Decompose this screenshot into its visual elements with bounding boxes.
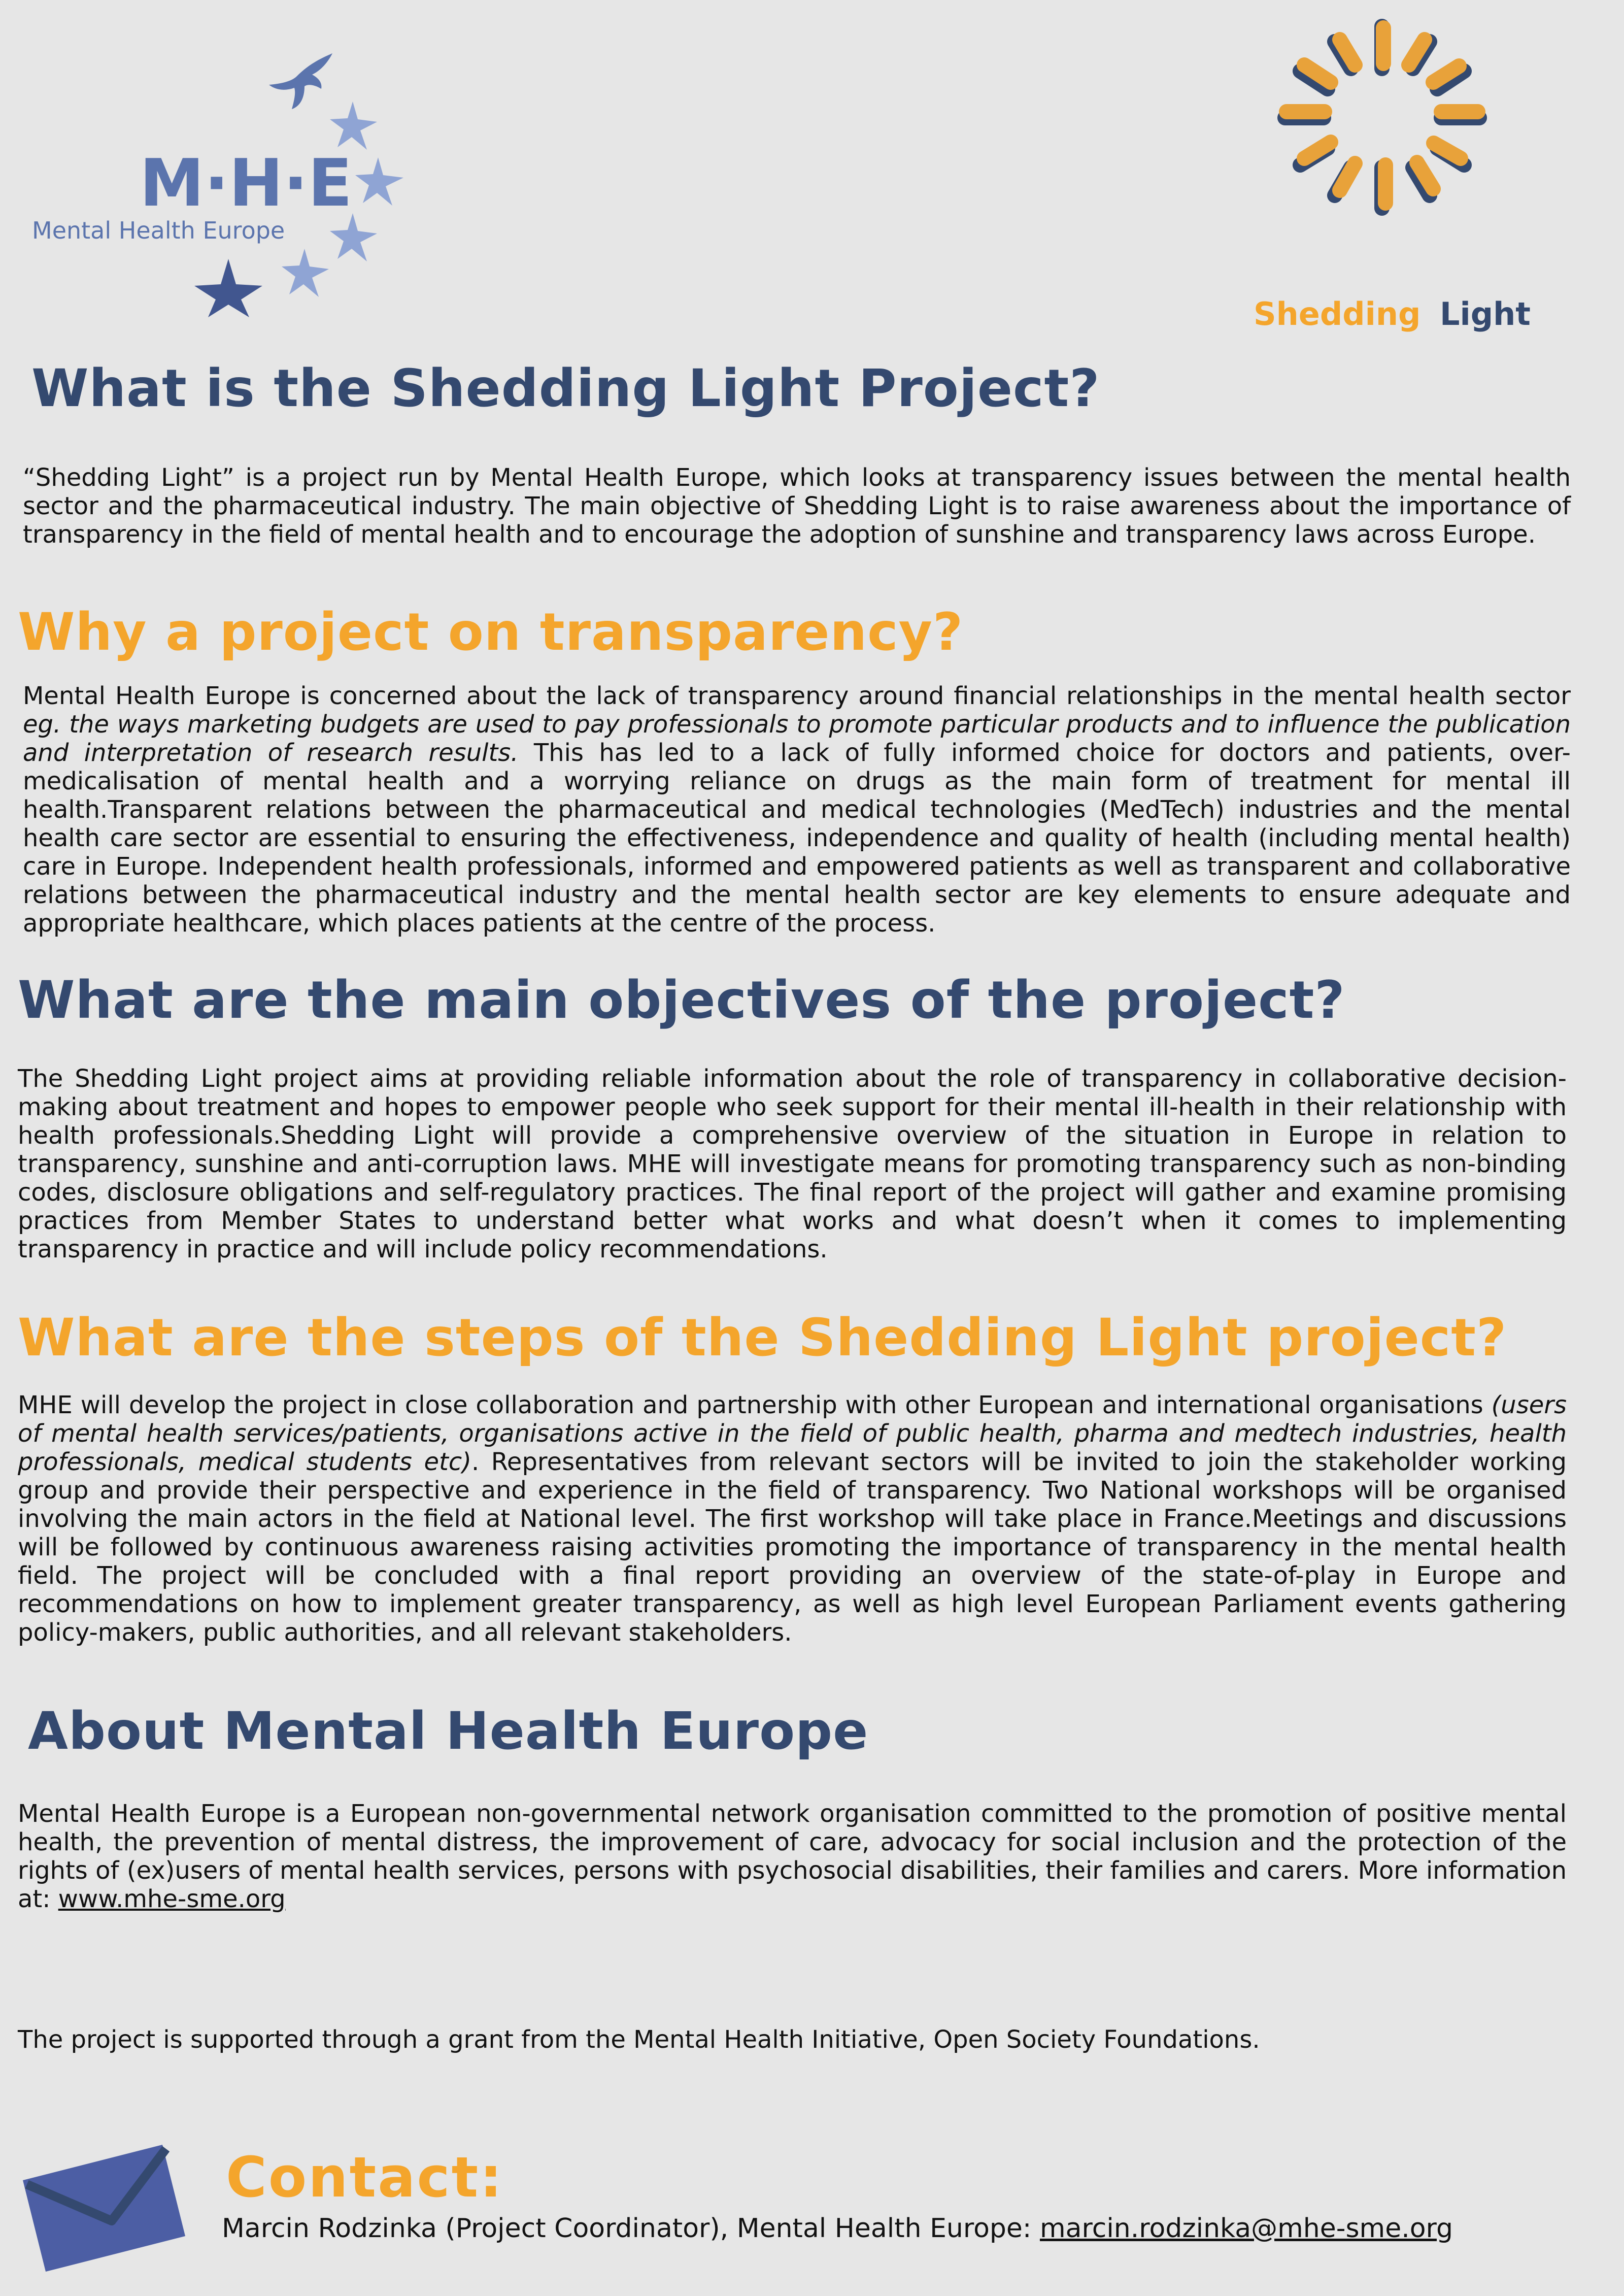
heading-what-is-project: What is the Shedding Light Project?	[31, 358, 1100, 419]
paragraph-why-transparency	[23, 682, 1571, 938]
paragraph-what-is-project: “Shedding Light” is a project run by Mental Health Europe, which looks at transparency issues between the mental health sector and the pharmaceutical industry. The main objective of Shedding Light is to raise awareness about the importance of transparency in the field of mental health and to encourage the adoption of sunshine and transparency laws across Europe.	[23, 463, 1571, 549]
mhe-logo	[28, 43, 403, 317]
contact-person: Marcin Rodzinka (Project Coordinator), Mental Health Europe:	[222, 2213, 1040, 2244]
support-statement: The project is supported through a grant from the Mental Health Initiative, Open Society Foundations.	[18, 2025, 1260, 2054]
sl-wordmark	[1254, 295, 1531, 332]
sun-rays-icon	[1285, 26, 1479, 208]
why-text-start: Mental Health Europe is concerned about the lack of transparency around financial relationships in the mental health sector	[23, 682, 1571, 710]
contact-details	[222, 2213, 1453, 2244]
mhe-letters: M·H·E	[140, 146, 353, 221]
heading-project-steps: What are the steps of the Shedding Light project?	[18, 1308, 1507, 1368]
about-text: Mental Health Europe is a European non-governmental network organisation committed to the promotion of positive mental health, the prevention of mental distress, the improvement of care, advocacy for social inclusion and the protection of the rights of (ex)users of mental health services, persons with psychosocial disabilities, their families and carers. More information at:	[18, 1800, 1567, 1913]
contact-email-link[interactable]: marcin.rodzinka@mhe-sme.org	[1039, 2213, 1453, 2244]
sl-word-light: Light	[1439, 295, 1531, 332]
envelope-icon	[23, 2145, 185, 2272]
why-text-end: This has led to a lack of fully informed choice for doctors and patients, over-medicalisation of mental health and a worrying reliance on drugs as the main form of treatment for mental ill health.Transparent relations between the pharmaceutical and medical technologies (MedTech) industries and the mental health care sector are essential to ensuring the effectiveness, independence and quality of health (including mental health) care in Europe. Independent health professionals, informed and empowered patients as well as transparent and collaborative relations between the pharmaceutical industry and the mental health sector are key elements to ensure adequate and appropriate healthcare, which places patients at the centre of the process.	[23, 739, 1571, 938]
shedding-light-logo	[1228, 15, 1533, 350]
steps-text-italic: (users of mental health services/patients, organisations active in the field of public health, pharma and medtech industries, health professionals, medical students etc)	[18, 1391, 1567, 1476]
heading-main-objectives: What are the main objectives of the project?	[18, 970, 1345, 1030]
steps-text-start: MHE will develop the project in close collaboration and partnership with other European and international organisations	[18, 1391, 1492, 1419]
steps-text-end: . Representatives from relevant sectors will be invited to join the stakeholder working group and provide their perspective and experience in the field of transparency. Two National workshops will be organised involving the main actors in the field at National level. The first workshop will take place in France.Meetings and discussions will be followed by continuous awareness raising activities promoting the importance of transparency in the mental health field. The project will be concluded with a final report providing an overview of the state-of-play in Europe and recommendations on how to implement greater transparency, as well as high level European Parliament events gathering policy-makers, public authorities, and all relevant stakeholders.	[18, 1448, 1567, 1647]
star-icon-dark	[194, 259, 262, 317]
bird-icon	[269, 53, 332, 109]
why-text-italic: eg. the ways marketing budgets are used to pay professionals to promote particular products and to influence the publication and interpretation of research results.	[23, 710, 1571, 767]
paragraph-project-steps	[18, 1391, 1567, 1647]
heading-why-transparency: Why a project on transparency?	[18, 602, 964, 662]
heading-about-mhe: About Mental Health Europe	[28, 1701, 869, 1761]
mhe-website-link[interactable]: www.mhe-sme.org	[58, 1885, 286, 1913]
sl-word-shedding: Shedding	[1254, 295, 1421, 332]
paragraph-main-objectives: The Shedding Light project aims at providing reliable information about the role of transparency in collaborative decision-making about treatment and hopes to empower people who seek support for their mental ill-health in their relationship with health professionals.Shedding Light will provide a comprehensive overview of the situation in Europe in relation to transparency, sunshine and anti-corruption laws. MHE will investigate means for promoting transparency such as non-binding codes, disclosure obligations and self-regulatory practices. The final report of the project will gather and examine promising practices from Member States to understand better what works and what doesn’t when it comes to implementing transparency in practice and will include policy recommendations.	[18, 1064, 1567, 1263]
mhe-full-name: Mental Health Europe	[32, 217, 285, 244]
contact-heading: Contact:	[226, 2145, 504, 2210]
paragraph-about-mhe	[18, 1800, 1567, 1913]
